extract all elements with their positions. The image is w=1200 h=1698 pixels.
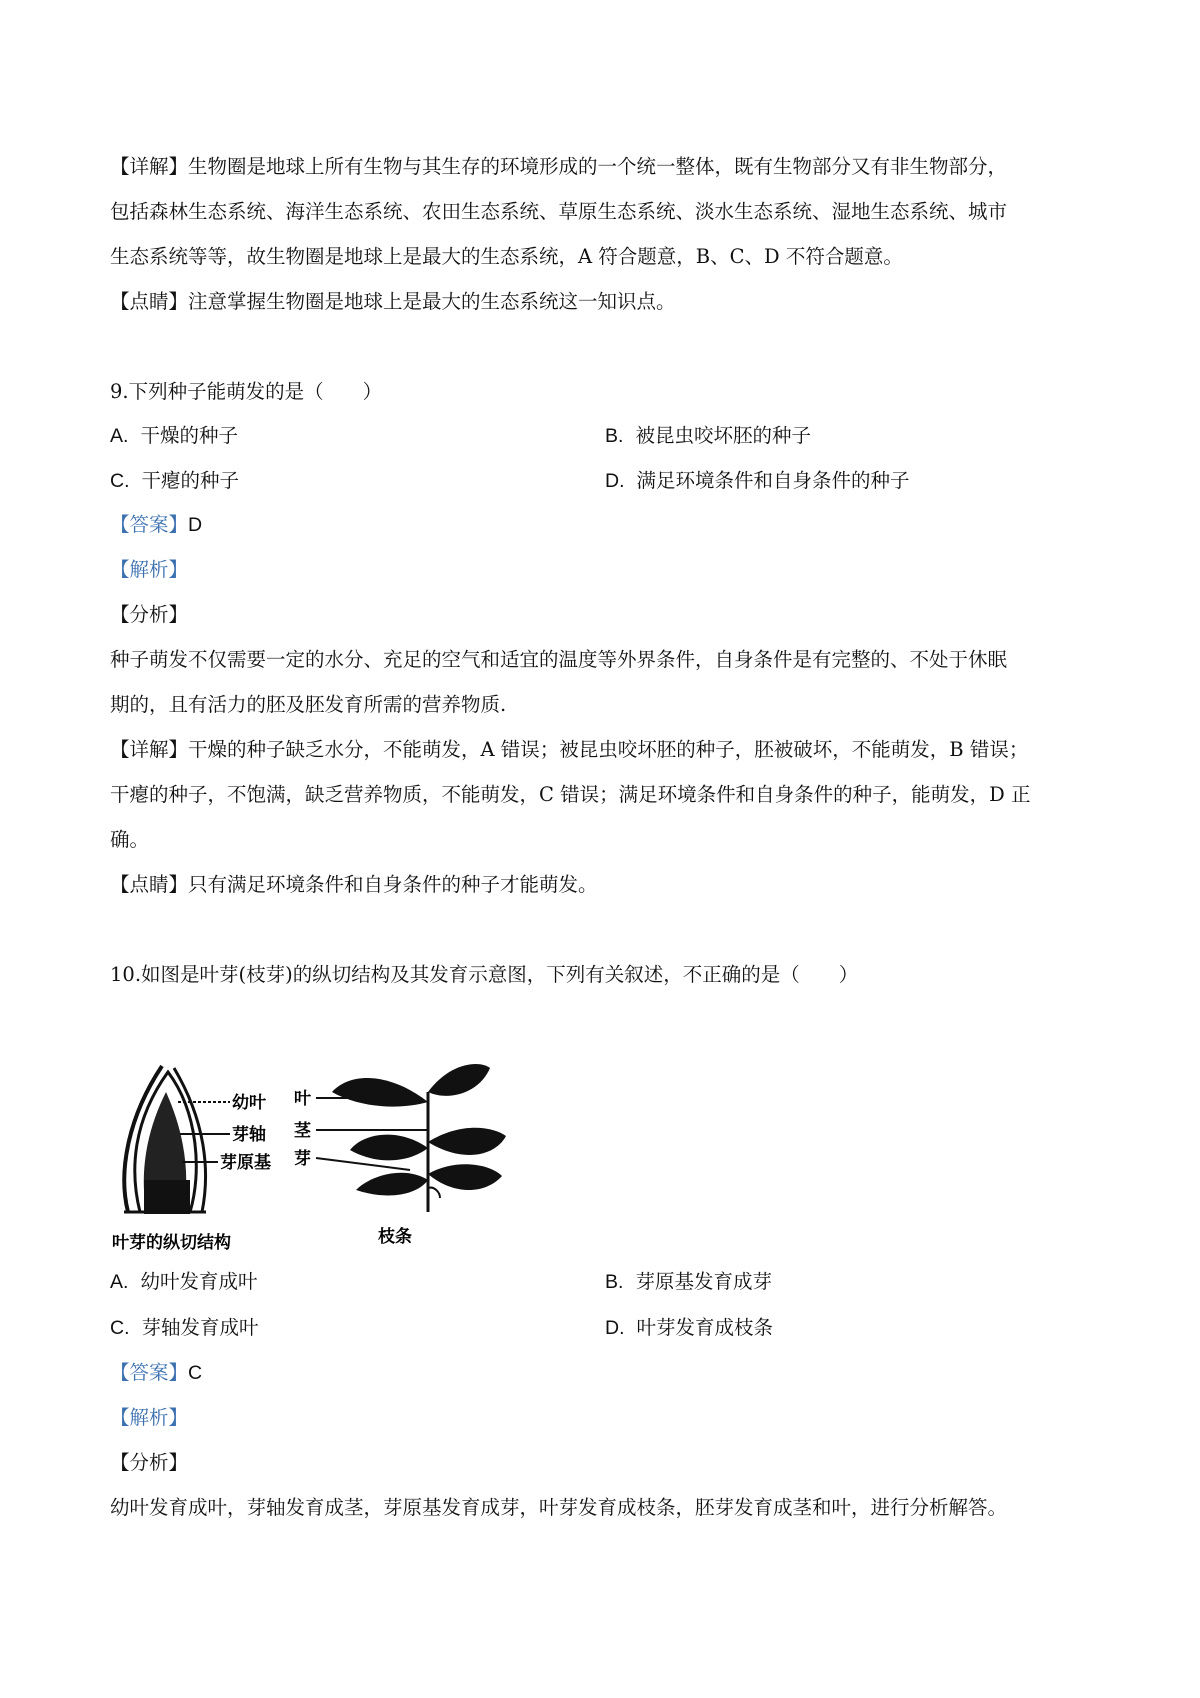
q9-answer bbox=[110, 510, 202, 540]
q9-option-b: B. 被昆虫咬坏胚的种子 bbox=[605, 424, 811, 447]
q10-fenxi-line-1: 幼叶发育成叶，芽轴发育成茎，芽原基发育成芽，叶芽发育成枝条，胚芽发育成茎和叶，进行分析解答。 bbox=[110, 1496, 1008, 1519]
q8-detail-line-3: 生态系统等等，故生物圈是地球上是最大的生态系统，A 符合题意，B、C、D 不符合题意。 bbox=[110, 245, 903, 268]
q10-fenxi-tag: 【分析】 bbox=[110, 1451, 189, 1474]
branch-label-bud: 芽 bbox=[294, 1149, 311, 1169]
branch-label-stem: 茎 bbox=[294, 1121, 311, 1141]
q9-detail-line-1: 【详解】干燥的种子缺乏水分，不能萌发，A 错误；被昆虫咬坏胚的种子，胚被破坏，不能萌发，B 错误； bbox=[110, 738, 1029, 761]
q10-option-c: C. 芽轴发育成叶 bbox=[110, 1316, 259, 1339]
q10-option-b: B. 芽原基发育成芽 bbox=[605, 1270, 772, 1293]
q9-option-c: C. 干瘪的种子 bbox=[110, 469, 240, 492]
point-tag: 【点睛】 bbox=[110, 873, 189, 896]
bud-label-bud-primordium: 芽原基 bbox=[220, 1153, 271, 1173]
q10-option-d: D. 叶芽发育成枝条 bbox=[605, 1316, 774, 1339]
q9-title: 9.下列种子能萌发的是（ ） bbox=[110, 380, 383, 403]
q9-detail-line-2: 干瘪的种子，不饱满，缺乏营养物质，不能萌发，C 错误；满足环境条件和自身条件的种子，能萌发，D 正 bbox=[110, 783, 1031, 806]
q9-option-d: D. 满足环境条件和自身条件的种子 bbox=[605, 469, 910, 492]
q8-detail-line-2: 包括森林生态系统、海洋生态系统、农田生态系统、草原生态系统、淡水生态系统、湿地生态系统、城市 bbox=[110, 200, 1008, 223]
detail-tag: 【详解】 bbox=[110, 155, 189, 178]
q8-point-line: 【点睛】注意掌握生物圈是地球上是最大的生态系统这一知识点。 bbox=[110, 290, 676, 313]
answer-tag: 【答案】 bbox=[110, 1361, 189, 1384]
detail-tag: 【详解】 bbox=[110, 738, 189, 761]
q10-analysis-tag: 【解析】 bbox=[110, 1406, 189, 1429]
bud-caption: 叶芽的纵切结构 bbox=[112, 1233, 231, 1253]
q9-fenxi-tag: 【分析】 bbox=[110, 603, 189, 626]
q9-point-line: 【点睛】只有满足环境条件和自身条件的种子才能萌发。 bbox=[110, 873, 598, 896]
answer-value: D bbox=[188, 514, 203, 536]
q10-option-a: A. 幼叶发育成叶 bbox=[110, 1270, 258, 1293]
point-tag: 【点睛】 bbox=[110, 290, 189, 313]
branch-label-leaf: 叶 bbox=[294, 1089, 311, 1109]
q9-analysis-tag: 【解析】 bbox=[110, 558, 189, 581]
leaf-bud-figure bbox=[110, 1062, 530, 1258]
q9-fenxi-line-2: 期的，且有活力的胚及胚发育所需的营养物质. bbox=[110, 693, 507, 716]
q8-detail-line-1: 【详解】生物圈是地球上所有生物与其生存的环境形成的一个统一整体，既有生物部分又有非生物部分， bbox=[110, 155, 1008, 178]
answer-tag: 【答案】 bbox=[110, 513, 189, 536]
branch-drawing bbox=[332, 1064, 506, 1212]
bud-label-young-leaf: 幼叶 bbox=[232, 1093, 266, 1113]
q9-option-a: A. 干燥的种子 bbox=[110, 424, 238, 447]
q9-detail-line-3: 确。 bbox=[110, 828, 150, 851]
q9-fenxi-line-1: 种子萌发不仅需要一定的水分、充足的空气和适宜的温度等外界条件，自身条件是有完整的、不处于休眠 bbox=[110, 648, 1008, 671]
branch-caption: 枝条 bbox=[378, 1227, 412, 1247]
bud-label-bud-axis: 芽轴 bbox=[232, 1125, 266, 1145]
bud-section-drawing bbox=[124, 1066, 206, 1214]
answer-value: C bbox=[188, 1362, 203, 1384]
q10-title: 10.如图是叶芽(枝芽)的纵切结构及其发育示意图，下列有关叙述，不正确的是（ ） bbox=[110, 963, 859, 986]
q10-answer bbox=[110, 1358, 202, 1388]
